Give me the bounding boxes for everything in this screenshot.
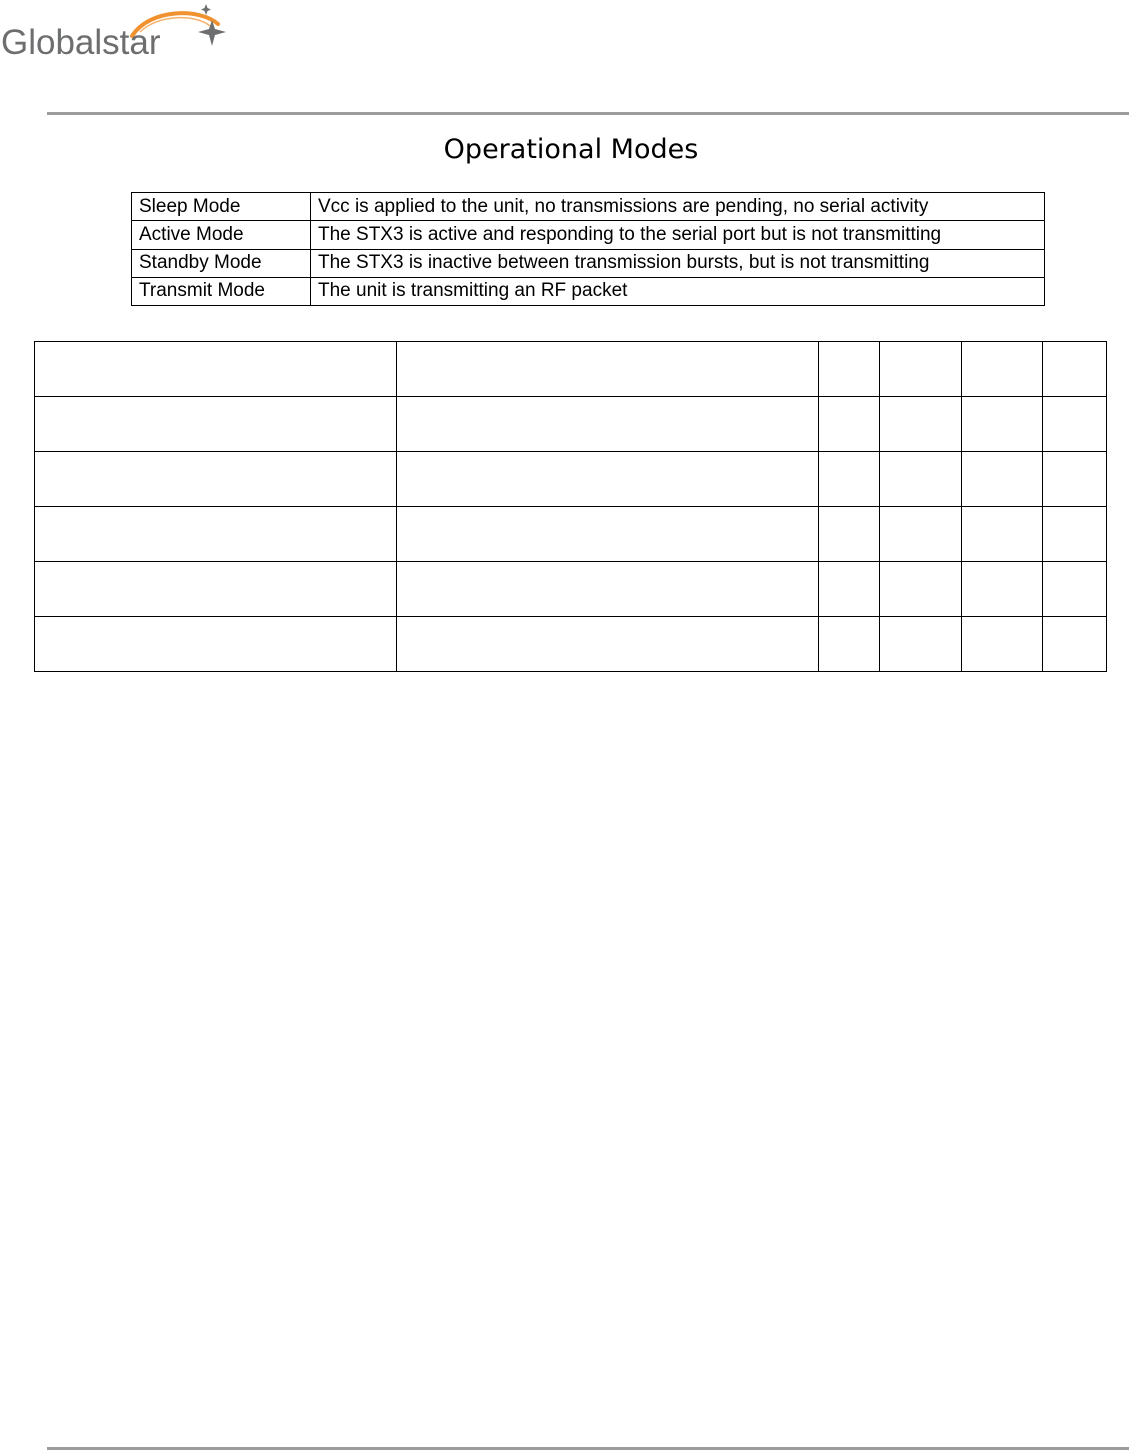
globalstar-logo	[0, 2, 232, 62]
table-cell	[396, 617, 819, 672]
table-row	[132, 193, 1045, 221]
page-title: Operational Modes	[443, 134, 699, 165]
logo-wordmark: Globalstar	[1, 23, 161, 62]
table-cell	[962, 562, 1043, 617]
table-cell	[396, 342, 819, 397]
table-row	[35, 562, 1107, 617]
table-cell	[35, 562, 397, 617]
mode-description-cell: The STX3 is inactive between transmission bursts, but is not transmitting	[311, 249, 1045, 277]
table-row	[35, 397, 1107, 452]
table-cell	[880, 507, 962, 562]
table-cell	[819, 452, 880, 507]
table-cell	[35, 507, 397, 562]
table-cell	[819, 397, 880, 452]
table-cell	[35, 452, 397, 507]
mode-name-cell: Transmit Mode	[132, 277, 311, 305]
footer-rule	[47, 1447, 1129, 1450]
table-cell	[962, 617, 1043, 672]
operational-modes-table	[131, 192, 1045, 306]
mode-name-cell: Sleep Mode	[132, 193, 311, 221]
empty-specification-table	[34, 341, 1107, 672]
table-cell	[962, 397, 1043, 452]
table-cell	[880, 342, 962, 397]
table-cell	[35, 617, 397, 672]
table-row	[35, 507, 1107, 562]
table-cell	[819, 617, 880, 672]
table-cell	[962, 452, 1043, 507]
table-cell	[1043, 452, 1107, 507]
table-cell	[880, 452, 962, 507]
star-orbit-icon	[0, 2, 232, 62]
table-cell	[1043, 342, 1107, 397]
table-cell	[819, 507, 880, 562]
mode-description-cell: Vcc is applied to the unit, no transmissions are pending, no serial activity	[311, 193, 1045, 221]
table-cell	[396, 397, 819, 452]
table-cell	[1043, 617, 1107, 672]
table-row	[132, 249, 1045, 277]
table-cell	[819, 562, 880, 617]
table-cell	[396, 452, 819, 507]
mode-name-cell: Active Mode	[132, 221, 311, 249]
table-row	[132, 277, 1045, 305]
table-row	[132, 221, 1045, 249]
table-cell	[35, 397, 397, 452]
table-cell	[962, 507, 1043, 562]
header-rule	[47, 112, 1129, 115]
table-cell	[880, 397, 962, 452]
mode-name-cell: Standby Mode	[132, 249, 311, 277]
table-cell	[396, 507, 819, 562]
table-cell	[819, 342, 880, 397]
table-row	[35, 452, 1107, 507]
table-cell	[962, 342, 1043, 397]
table-row	[35, 342, 1107, 397]
table-cell	[35, 342, 397, 397]
mode-description-cell: The STX3 is active and responding to the serial port but is not transmitting	[311, 221, 1045, 249]
table-cell	[880, 562, 962, 617]
table-cell	[396, 562, 819, 617]
table-row	[35, 617, 1107, 672]
table-cell	[1043, 507, 1107, 562]
table-cell	[1043, 397, 1107, 452]
table-cell	[880, 617, 962, 672]
table-cell	[1043, 562, 1107, 617]
mode-description-cell: The unit is transmitting an RF packet	[311, 277, 1045, 305]
